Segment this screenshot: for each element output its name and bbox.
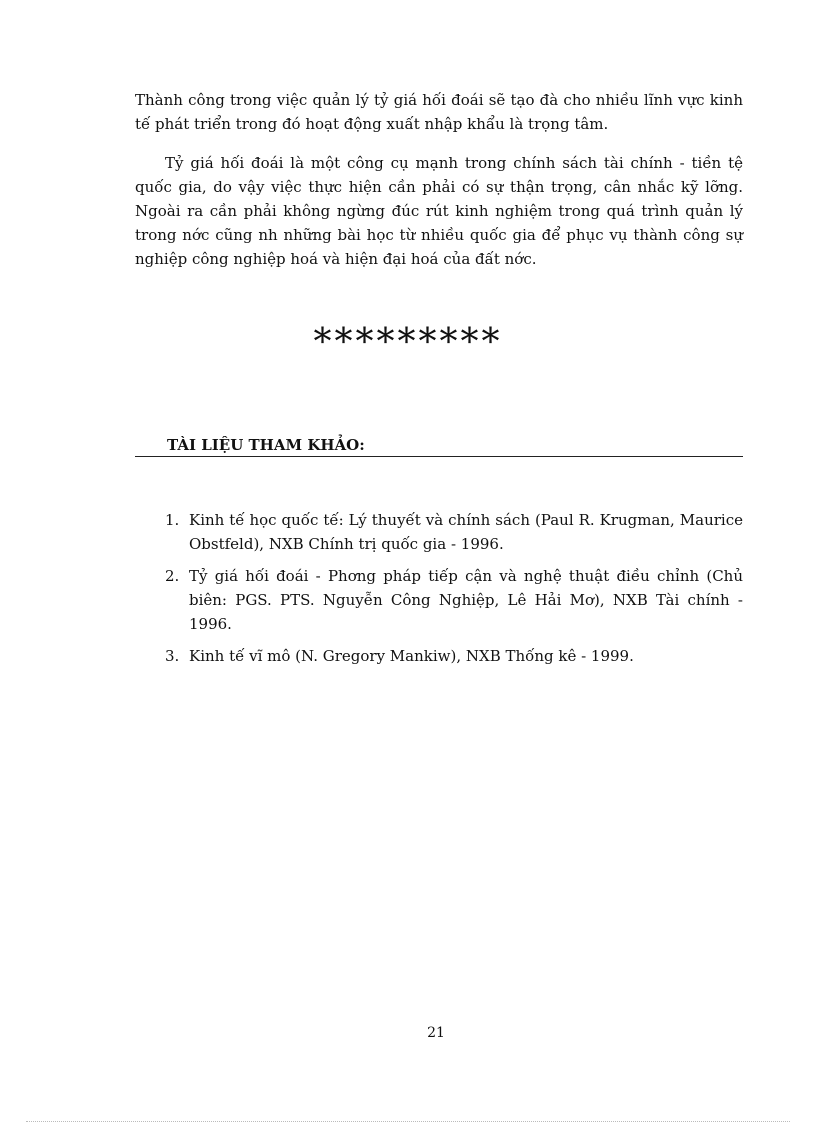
reference-number: 2. <box>165 567 180 585</box>
page-bottom-border <box>26 1121 790 1122</box>
reference-text: Kinh tế vĩ mô (N. Gregory Mankiw), NXB Thống kê - 1999. <box>189 647 634 665</box>
reference-number: 3. <box>165 647 180 665</box>
references-list <box>165 508 743 676</box>
reference-item <box>165 508 743 556</box>
reference-text: Tỷ giá hối đoái - Phơng pháp tiếp cận và nghệ thuật điều chỉnh (Chủ biên: PGS. PTS. Nguyễn Công Nghiệp, Lê Hải Mơ), NXB Tài chính - 1996. <box>189 567 743 633</box>
reference-item <box>165 564 743 636</box>
reference-text: Kinh tế học quốc tế: Lý thuyết và chính sách (Paul R. Krugman, Maurice Obstfeld), NXB Chính trị quốc gia - 1996. <box>189 511 743 553</box>
reference-item <box>165 644 743 668</box>
references-heading: TÀI LIỆU THAM KHẢO: <box>167 436 365 454</box>
page-number: 21 <box>427 1025 445 1041</box>
section-separator: ********* <box>313 322 503 363</box>
references-divider <box>135 456 743 457</box>
reference-number: 1. <box>165 511 180 529</box>
paragraph-conclusion-2: Tỷ giá hối đoái là một công cụ mạnh trong chính sách tài chính - tiền tệ quốc gia, do vậy việc thực hiện cần phải có sự thận trọng, cân nhắc kỹ lỡng. Ngoài ra cần phải không ngừng đúc rút kinh nghiệm trong quá trình quản lý trong nớc cũng nh những bài học từ nhiều quốc gia để phục vụ thành công sự nghiệp công nghiệp hoá và hiện đại hoá của đất nớc. <box>135 154 743 268</box>
paragraph-conclusion-1: Thành công trong việc quản lý tỷ giá hối đoái sẽ tạo đà cho nhiều lĩnh vực kinh tế phát triển trong đó hoạt động xuất nhập khẩu là trọng tâm. <box>135 91 743 133</box>
